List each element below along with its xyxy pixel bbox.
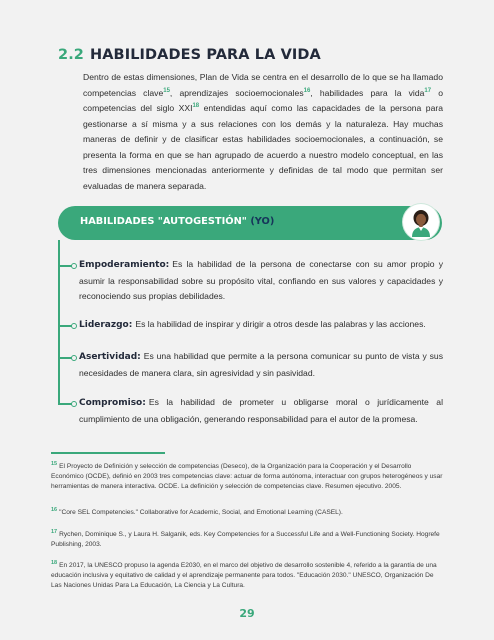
footnote-divider: [51, 452, 165, 454]
footnote-ref-17[interactable]: 17: [424, 87, 432, 94]
tree-branch: [58, 325, 72, 327]
footnote-text: En 2017, la UNESCO propuso la agenda E2030, en el marco del objetivo de desarrollo sostenible 4, referido a la garantía de una educación inclusiva y equitativo de calidad y el aprendizaje permanente para todos. "Educación 2030." UNESCO, Organización De Las Naciones Unidas Para La Educación, La Ciencia y La Cultura.: [51, 562, 437, 589]
footnote-text: "Core SEL Competencies." Collaborative for Academic, Social, and Emotional Learning (CASEL).: [59, 509, 343, 516]
footnote-16: [51, 508, 443, 518]
banner-highlight: (YO): [250, 216, 275, 227]
footnote-text: El Proyecto de Definición y selección de competencias (Deseco), de la Organización para la Cooperación y el Desarrollo Económico (OCDE), definió en 2003 tres competencias clave: actuar de forma autónoma, interactuar con grupos heterogéneos y usar herramientas de manera interactiva. OCDE. La definición y selección de competencias clave. Resumen ejecutivo. 2005.: [51, 463, 443, 490]
intro-text: o competencias del siglo XXI: [83, 87, 443, 113]
skill-item-liderazgo: [79, 317, 443, 334]
section-number: 2.2: [58, 47, 84, 63]
footnote-number: 16: [51, 506, 58, 513]
tree-branch: [58, 357, 72, 359]
intro-text: , habilidades para la vida: [310, 87, 425, 98]
intro-text: entendidas aquí como las capacidades de la persona para gestionarse a sí misma y a sus relaciones con los demás y la naturaleza. Hay muchas maneras de definir y de clasificar estas habilidades socioemocionales, a continuación, se presenta la forma en que se han agrupado de acuerdo a nuestro modelo conceptual, en las tres dimensiones mencionadas anteriormente y definidas de tal modo que permitan ser evaluadas de manera separada.: [83, 103, 443, 191]
skill-definition: Es la habilidad de inspirar y dirigir a otros desde las palabras y las acciones.: [135, 319, 426, 329]
intro-paragraph: [83, 70, 443, 194]
skill-item-empoderamiento: [79, 257, 443, 305]
skill-definition: Es la habilidad de la persona de conectarse con su amor propio y asumir la responsabilidad sobre su propósito vital, confiando en sus valores y capacidades y reconociendo sus propias debilidades.: [79, 259, 443, 301]
skill-definition: Es una habilidad que permite a la persona comunicar su punto de vista y sus necesidades de manera clara, sin agresividad y sin pasividad.: [79, 351, 443, 378]
skill-term: Compromiso:: [79, 398, 146, 408]
footnote-number: 15: [51, 460, 58, 467]
footnote-18: [51, 561, 443, 591]
intro-text: , aprendizajes socioemocionales: [169, 87, 304, 98]
skills-category-banner: [58, 206, 442, 240]
footnote-ref-15[interactable]: 15: [163, 87, 170, 94]
skill-term: Empoderamiento:: [79, 260, 170, 270]
footnote-15: [51, 462, 443, 492]
skill-term: Asertividad:: [79, 352, 141, 362]
skill-definition: Es la habilidad de prometer u obligarse moral o jurídicamente al cumplimiento de una obligación, generando responsabilidad para el autor de la promesa.: [79, 397, 443, 424]
footnote-text: Rychen, Dominique S., y Laura H. Salganik, eds. Key Competencies for a Successful Life and a Well-Functioning Society. Hogrefe Publishing, 2003.: [51, 531, 440, 548]
banner-label: [80, 216, 274, 227]
footnote-number: 17: [51, 528, 58, 535]
footnote-17: [51, 530, 443, 550]
skill-term: Liderazgo:: [79, 320, 133, 330]
banner-title: HABILIDADES "AUTOGESTIÓN": [80, 216, 247, 227]
tree-branch: [58, 403, 72, 405]
skill-item-asertividad: [79, 349, 443, 381]
page-number: 29: [239, 607, 255, 620]
skill-item-compromiso: [79, 395, 443, 427]
footnote-ref-18[interactable]: 18: [192, 103, 200, 110]
footnote-ref-16[interactable]: 16: [303, 87, 311, 94]
person-avatar-icon: [403, 204, 439, 240]
intro-text: Dentro de estas dimensiones, Plan de Vida se centra en el desarrollo de lo que se ha llamado competencias clave: [83, 72, 443, 98]
tree-branch: [58, 265, 72, 267]
section-title: HABILIDADES PARA LA VIDA: [90, 47, 321, 63]
footnote-number: 18: [51, 559, 58, 566]
section-heading: [58, 47, 321, 63]
